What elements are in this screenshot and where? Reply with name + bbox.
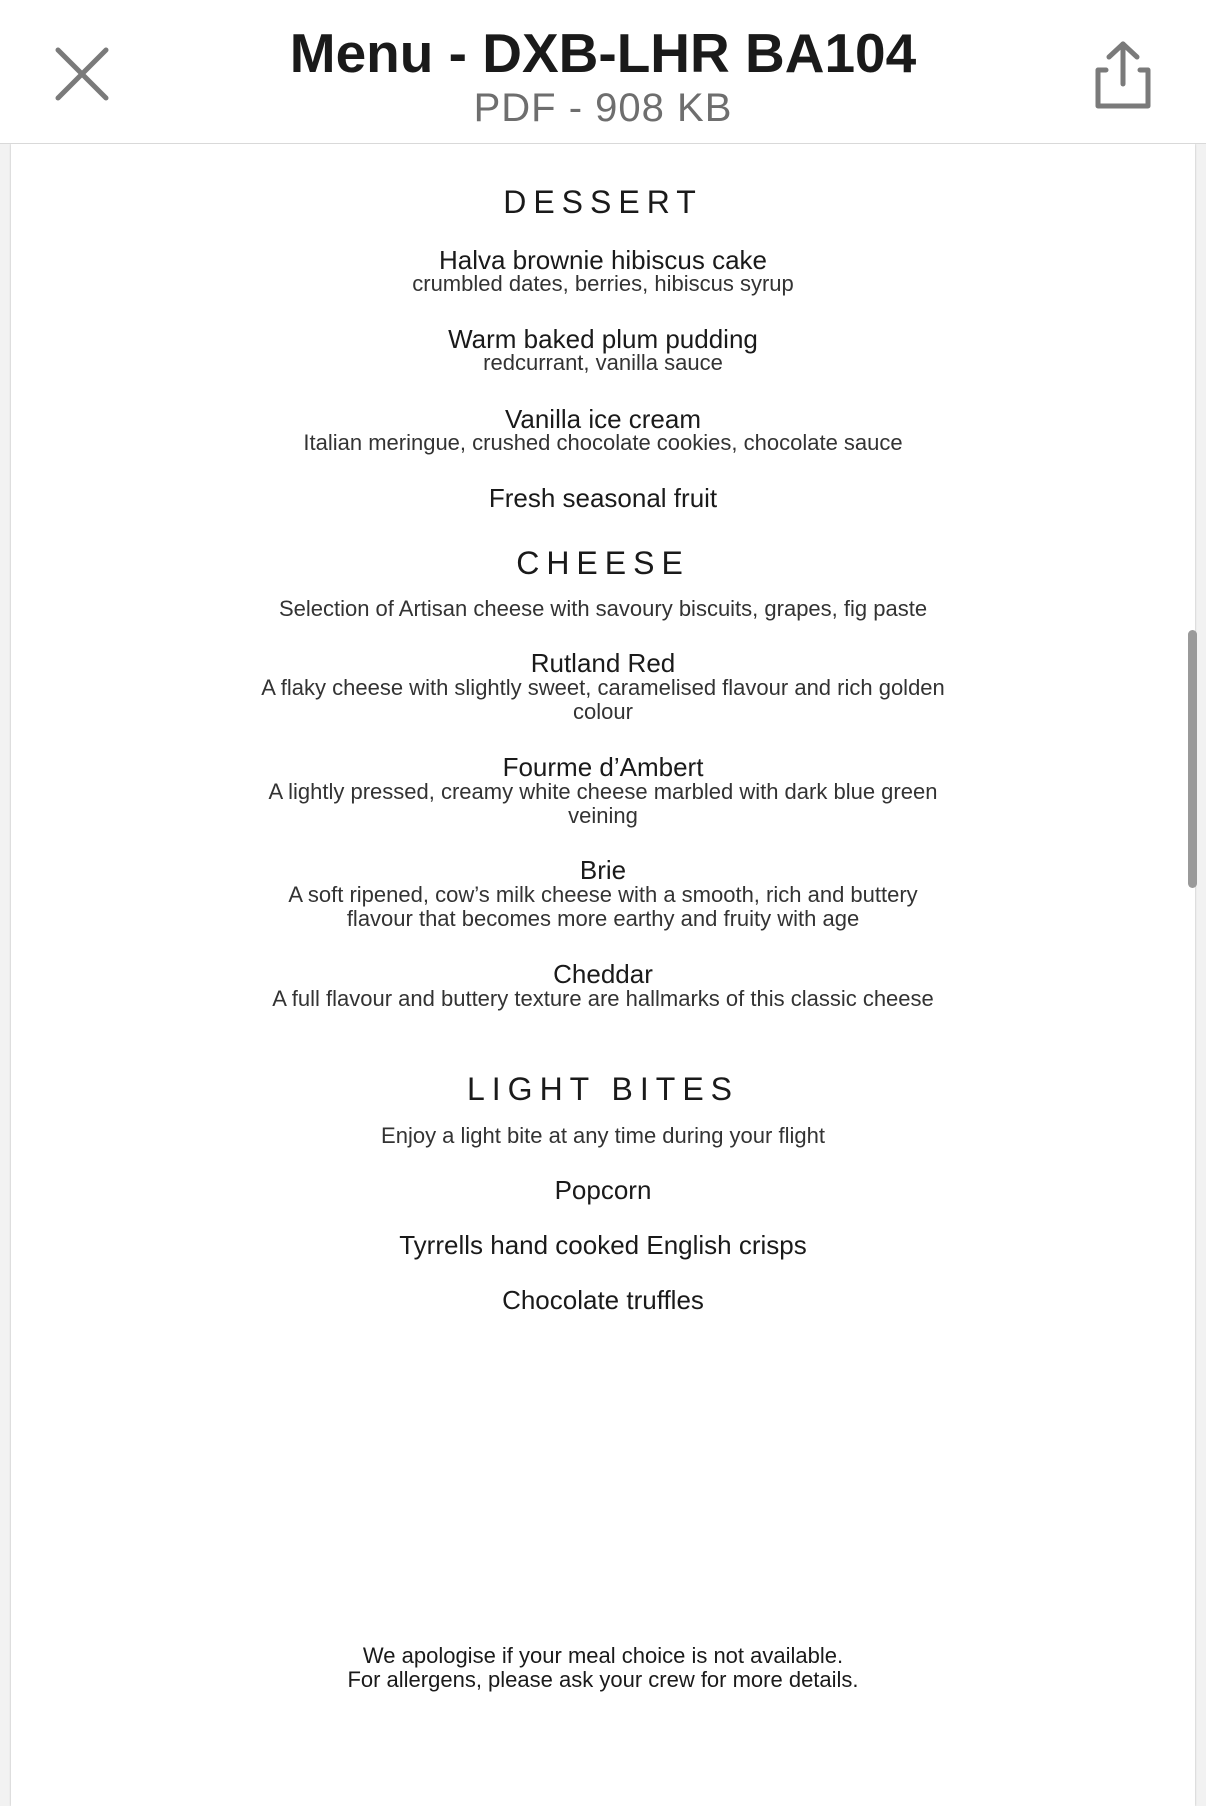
document-size: PDF - 908 KB [473, 86, 733, 130]
menu-item-name: Warm baked plum pudding [448, 324, 758, 354]
menu-item-name: Tyrrells hand cooked English crisps [399, 1230, 807, 1260]
share-icon [1090, 40, 1156, 112]
menu-item-name: Cheddar [553, 959, 653, 989]
menu-item-desc: Italian meringue, crushed chocolate cookies, chocolate sauce [303, 430, 903, 455]
document-title: Menu - DXB-LHR BA104 [289, 22, 917, 84]
header-bar [0, 0, 1206, 144]
menu-item-name: Halva brownie hibiscus cake [438, 245, 768, 275]
menu-item-desc: redcurrant, vanilla sauce [483, 350, 723, 375]
section-intro-light-bites: Enjoy a light bite at any time during your flight [381, 1123, 825, 1148]
menu-item-desc: A soft ripened, cow’s milk cheese with a smooth, rich and buttery flavour that becomes more earthy and fruity with age [288, 882, 918, 931]
menu-item-name: Popcorn [554, 1175, 652, 1205]
footer-note-line1: We apologise if your meal choice is not available. [362, 1643, 844, 1668]
pdf-page [11, 144, 1195, 1806]
menu-item-name: Fourme d’Ambert [502, 752, 704, 782]
section-title-light-bites: LIGHT BITES [466, 1071, 739, 1107]
menu-item-name: Rutland Red [530, 648, 676, 678]
menu-item-name: Chocolate truffles [502, 1285, 704, 1315]
pdf-viewer[interactable] [0, 144, 1206, 1806]
scrollbar-thumb[interactable] [1188, 630, 1197, 888]
menu-item-desc: A lightly pressed, creamy white cheese marbled with dark blue green veining [268, 779, 938, 828]
section-title-cheese: CHEESE [516, 545, 690, 581]
section-title-dessert: DESSERT [503, 184, 703, 220]
section-intro-cheese: Selection of Artisan cheese with savoury biscuits, grapes, fig paste [278, 596, 928, 621]
menu-item-name: Fresh seasonal fruit [488, 483, 718, 513]
menu-item-name: Vanilla ice cream [504, 404, 702, 434]
share-button[interactable] [1090, 40, 1156, 112]
menu-item-desc: A flaky cheese with slightly sweet, caramelised flavour and rich golden colour [261, 675, 945, 724]
footer-note-line2: For allergens, please ask your crew for more details. [347, 1667, 859, 1692]
menu-item-name: Brie [579, 855, 627, 885]
menu-item-desc: crumbled dates, berries, hibiscus syrup [412, 271, 794, 296]
menu-item-desc: A full flavour and buttery texture are hallmarks of this classic cheese [272, 986, 934, 1011]
